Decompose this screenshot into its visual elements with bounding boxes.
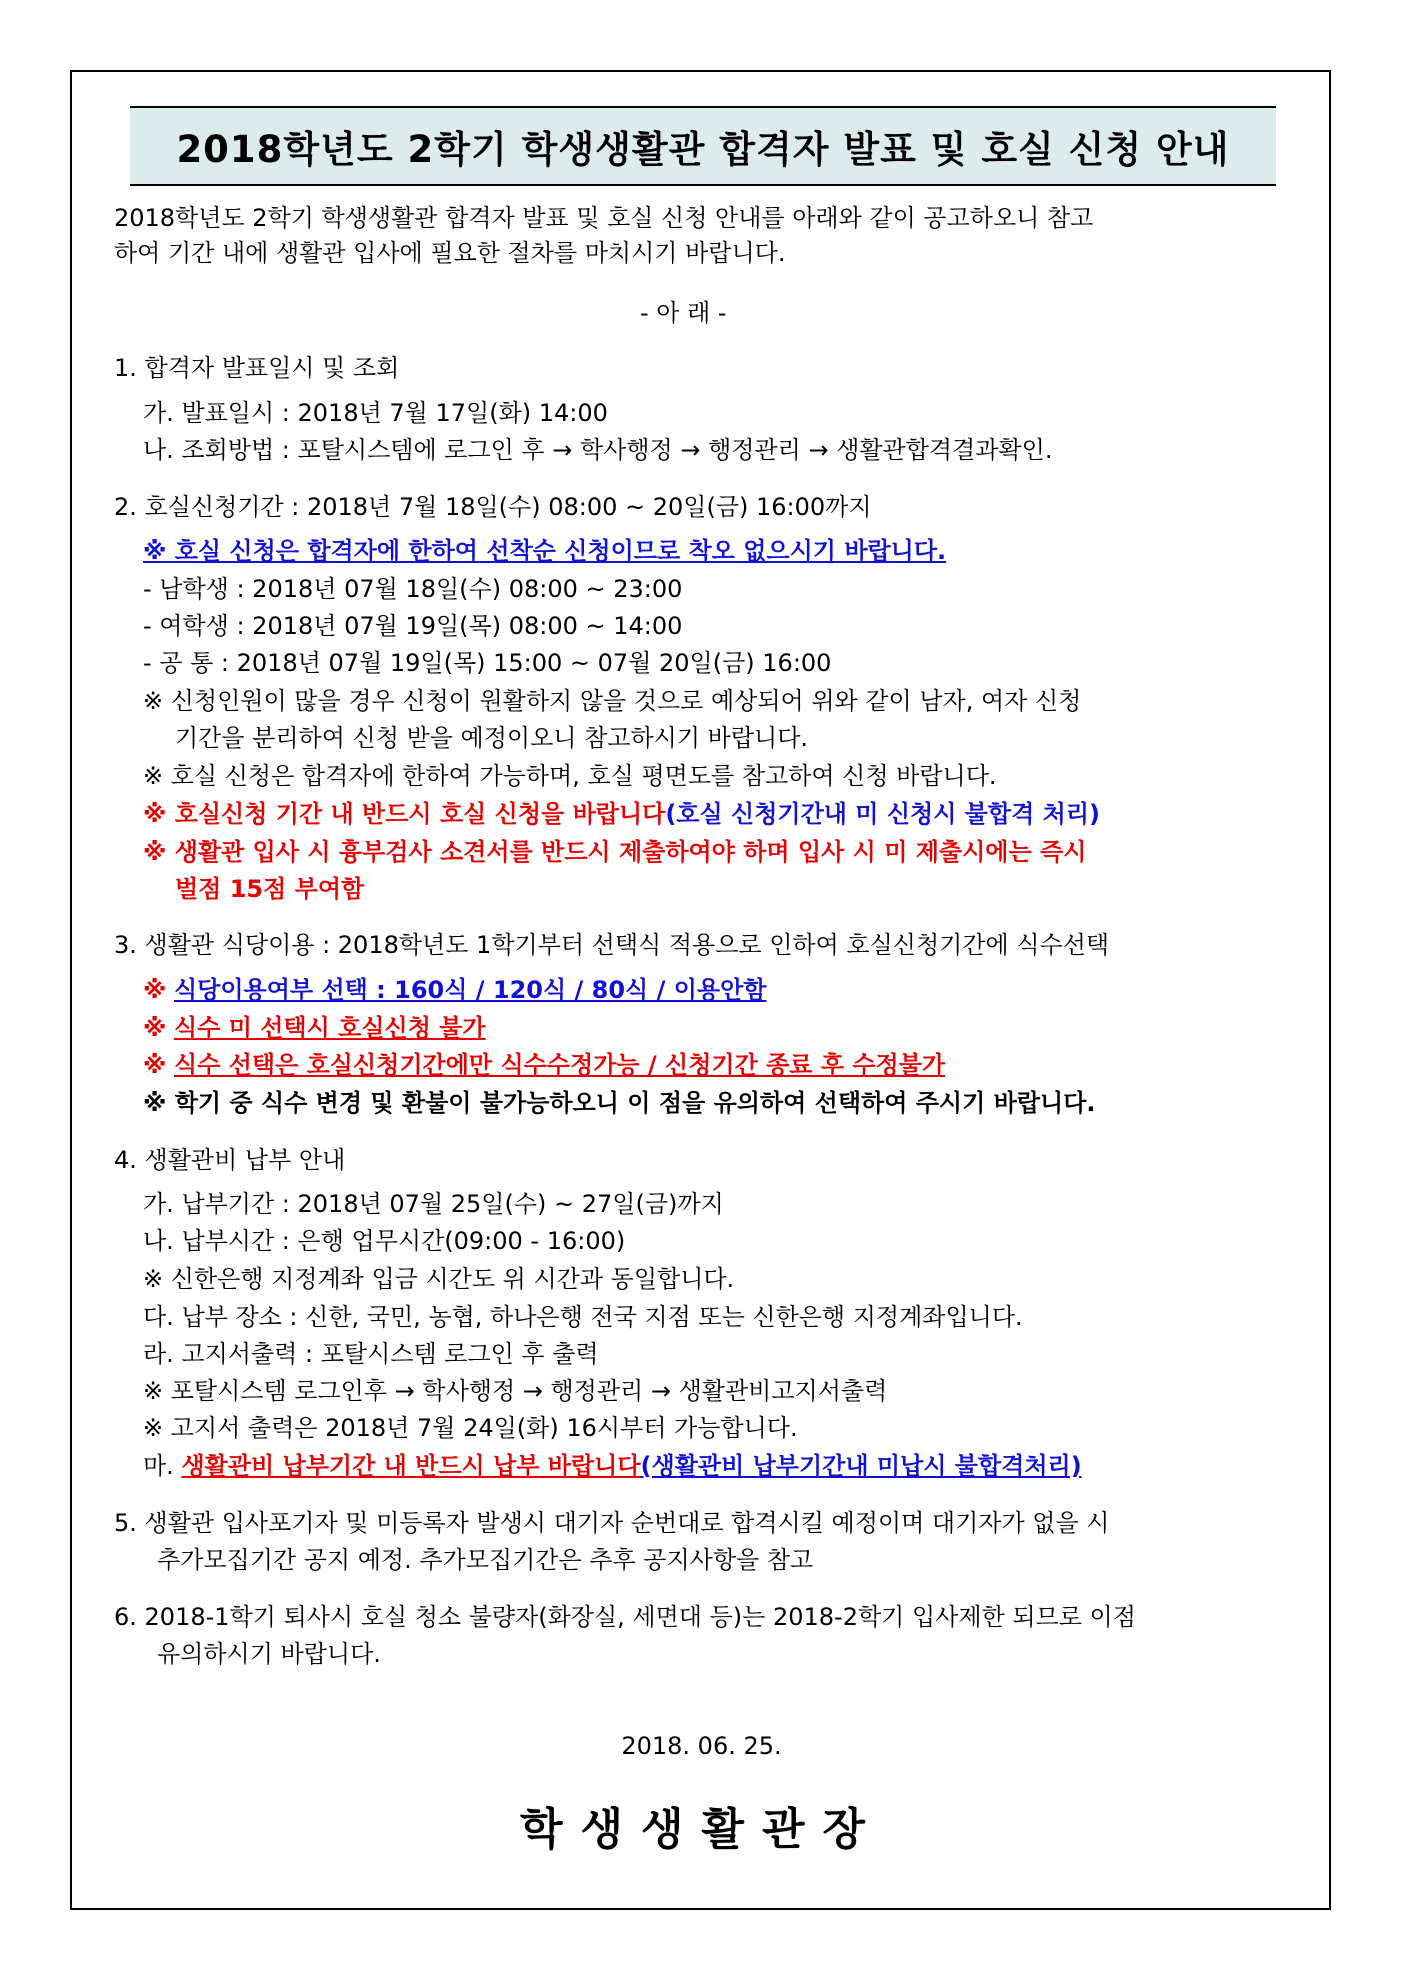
- s2-note-4-line-1: ※ 생활관 입사 시 흉부검사 소견서를 반드시 제출하여야 하며 입사 시 미 제출시에는 즉시: [143, 838, 1087, 866]
- s3-no-selection-text: 식수 미 선택시 호실신청 불가: [173, 1014, 486, 1042]
- s2-female-period: - 여학생 : 2018년 07월 19일(목) 08:00 ~ 14:00: [143, 612, 683, 640]
- s4-bank-note: ※ 신한은행 지정계좌 입금 시간도 위 시간과 동일합니다.: [143, 1265, 735, 1293]
- section-2-heading: 2. 호실신청기간 : 2018년 7월 18일(수) 08:00 ~ 20일(금) 16:00까지: [114, 493, 872, 521]
- s4-e-red: 생활관비 납부기간 내 반드시 납부 바랍니다: [181, 1452, 641, 1480]
- page-title: 2018학년도 2학기 학생생활관 합격자 발표 및 호실 신청 안내: [176, 128, 1230, 171]
- s4-bill-path: ※ 포탈시스템 로그인후 → 학사행정 → 행정관리 → 생활관비고지서출력: [143, 1377, 888, 1405]
- s4-e-prefix: 마.: [143, 1452, 182, 1480]
- s4-payment-warning: [143, 1451, 1082, 1481]
- s3-warning: ※ 학기 중 식수 변경 및 환불이 불가능하오니 이 점을 유의하여 선택하여 주시기 바랍니다.: [143, 1089, 1096, 1117]
- notice-date: 2018. 06. 25.: [621, 1732, 782, 1760]
- s2-first-come-notice: ※ 호실 신청은 합격자에 한하여 선착순 신청이므로 착오 없으시기 바랍니다.: [143, 537, 947, 565]
- section-6-line-1: 6. 2018-1학기 퇴사시 호실 청소 불량자(화장실, 세면대 등)는 2018-2학기 입사제한 되므로 이점: [114, 1603, 1136, 1631]
- s2-note-1-line-2: 기간을 분리하여 신청 받을 예정이오니 참고하시기 바랍니다.: [175, 724, 809, 752]
- s4-bill-available: ※ 고지서 출력은 2018년 7월 24일(화) 16시부터 가능합니다.: [143, 1414, 798, 1442]
- s2-note-3-blue: (호실 신청기간내 미 신청시 불합격 처리): [665, 800, 1100, 828]
- s2-common-period: - 공 통 : 2018년 07월 19일(목) 15:00 ~ 07월 20일(금) 16:00: [143, 649, 832, 677]
- s1-announce-date: 가. 발표일시 : 2018년 7월 17일(화) 14:00: [143, 399, 608, 427]
- s2-note-1-line-1: ※ 신청인원이 많을 경우 신청이 원활하지 않을 것으로 예상되어 위와 같이 남자, 여자 신청: [143, 687, 1082, 715]
- s2-note-3: [143, 799, 1100, 829]
- s3-modify-rule-text: 식수 선택은 호실신청기간에만 식수수정가능 / 신청기간 종료 후 수정불가: [173, 1051, 946, 1079]
- section-6-line-2: 유의하시기 바랍니다.: [157, 1640, 381, 1668]
- s3-mark-3: ※: [143, 1051, 167, 1079]
- s2-note-3-red: ※ 호실신청 기간 내 반드시 호실 신청을 바랍니다: [143, 800, 666, 828]
- s1-lookup-method: 나. 조회방법 : 포탈시스템에 로그인 후 → 학사행정 → 행정관리 → 생활관합격결과확인.: [143, 436, 1053, 464]
- s4-e-blue: (생활관비 납부기간내 미납시 불합격처리): [640, 1452, 1082, 1480]
- section-3-heading: 3. 생활관 식당이용 : 2018학년도 1학기부터 선택식 적용으로 인하여 호실신청기간에 식수선택: [114, 931, 1110, 959]
- s4-bill-print: 라. 고지서출력 : 포탈시스템 로그인 후 출력: [143, 1340, 599, 1368]
- intro-line-2: 하여 기간 내에 생활관 입사에 필요한 절차를 마치시기 바랍니다.: [114, 239, 786, 267]
- s3-modify-rule: [143, 1050, 945, 1080]
- s3-meal-options-text: 식당이용여부 선택 : 160식 / 120식 / 80식 / 이용안함: [173, 976, 767, 1004]
- s4-payment-hours: 나. 납부시간 : 은행 업무시간(09:00 - 16:00): [143, 1227, 626, 1255]
- s2-note-2: ※ 호실 신청은 합격자에 한하여 가능하며, 호실 평면도를 참고하여 신청 바랍니다.: [143, 762, 997, 790]
- s3-mark-2: ※: [143, 1014, 167, 1042]
- s4-payment-period: 가. 납부기간 : 2018년 07월 25일(수) ~ 27일(금)까지: [143, 1190, 724, 1218]
- below-heading: - 아 래 -: [640, 299, 727, 327]
- s3-meal-options: [143, 975, 766, 1005]
- signature: 학생생활관장: [519, 1804, 884, 1855]
- s3-no-selection: [143, 1013, 486, 1043]
- s3-mark-1: ※: [143, 976, 167, 1004]
- title-banner: [130, 106, 1276, 186]
- section-5-line-1: 5. 생활관 입사포기자 및 미등록자 발생시 대기자 순번대로 합격시킬 예정이며 대기자가 없을 시: [114, 1509, 1110, 1537]
- intro-line-1: 2018학년도 2학기 학생생활관 합격자 발표 및 호실 신청 안내를 아래와 같이 공고하오니 참고: [114, 204, 1094, 232]
- section-4-heading: 4. 생활관비 납부 안내: [114, 1146, 346, 1174]
- s4-payment-place: 다. 납부 장소 : 신한, 국민, 농협, 하나은행 전국 지점 또는 신한은행 지정계좌입니다.: [143, 1303, 1023, 1331]
- section-5-line-2: 추가모집기간 공지 예정. 추가모집기간은 추후 공지사항을 참고: [157, 1546, 814, 1574]
- section-1-heading: 1. 합격자 발표일시 및 조회: [114, 354, 400, 382]
- s2-note-4-line-2: 벌점 15점 부여함: [175, 875, 365, 903]
- s2-male-period: - 남학생 : 2018년 07월 18일(수) 08:00 ~ 23:00: [143, 575, 683, 603]
